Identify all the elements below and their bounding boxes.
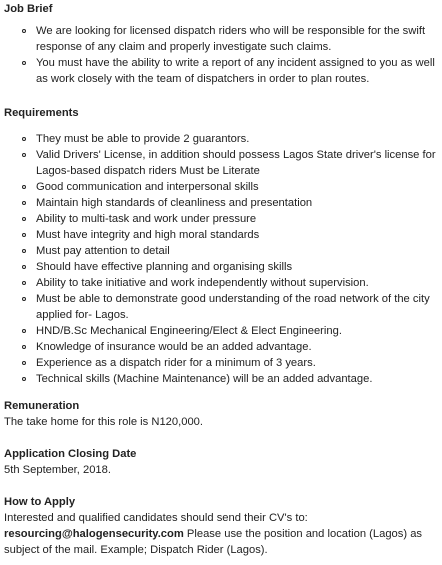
how-to-apply-details: Please use the position and location (Lagos) as subject of the mail. Example; Dispatch Rider (Lagos). [4,528,423,556]
bullet-icon [22,153,26,157]
how-to-apply-intro: Interested and qualified candidates should send their CV's to: [4,512,308,524]
bullet-icon [22,297,26,301]
job-brief-heading: Job Brief [4,3,53,15]
list-item: You must have the ability to write a report of any incident assigned to you as well as work closely with the team of dispatchers in order to plan routes. [4,55,440,87]
requirements-section [4,105,440,387]
how-to-apply-instructions [4,526,440,558]
list-item: Good communication and interpersonal skills [4,179,440,195]
bullet-icon [22,185,26,189]
bullet-icon [22,201,26,205]
list-item: Ability to take initiative and work independently without supervision. [4,275,440,291]
closing-date-section [4,446,440,478]
how-to-apply-section [4,494,440,558]
bullet-icon [22,29,26,33]
bullet-icon [22,281,26,285]
bullet-icon [22,233,26,237]
closing-date-text: 5th September, 2018. [4,464,111,476]
list-item: Experience as a dispatch rider for a minimum of 3 years. [4,355,440,371]
bullet-icon [22,377,26,381]
remuneration-text: The take home for this role is N120,000. [4,416,203,428]
list-item: Must pay attention to detail [4,243,440,259]
list-item: HND/B.Sc Mechanical Engineering/Elect & Elect Engineering. [4,323,440,339]
email-address[interactable]: resourcing@halogensecurity.com [4,528,184,540]
list-item: Maintain high standards of cleanliness and presentation [4,195,440,211]
bullet-icon [22,137,26,141]
job-brief-list [4,23,440,87]
requirements-list [4,131,440,387]
bullet-icon [22,345,26,349]
list-item: Knowledge of insurance would be an added advantage. [4,339,440,355]
list-item: Technical skills (Machine Maintenance) will be an added advantage. [4,371,440,387]
how-to-apply-heading: How to Apply [4,496,76,508]
list-item: Should have effective planning and organising skills [4,259,440,275]
bullet-icon [22,217,26,221]
list-item: We are looking for licensed dispatch riders who will be responsible for the swift response of any claim and properly investigate such claims. [4,23,440,55]
remuneration-heading: Remuneration [4,400,80,412]
remuneration-section [4,398,440,430]
list-item: Must have integrity and high moral standards [4,227,440,243]
bullet-icon [22,265,26,269]
bullet-icon [22,329,26,333]
list-item: Valid Drivers' License, in addition should possess Lagos State driver's license for Lagos-based dispatch riders Must be Literate [4,147,440,179]
bullet-icon [22,361,26,365]
job-brief-section [4,1,440,87]
list-item: Ability to multi-task and work under pressure [4,211,440,227]
requirements-heading: Requirements [4,107,79,119]
bullet-icon [22,249,26,253]
bullet-icon [22,61,26,65]
list-item: Must be able to demonstrate good understanding of the road network of the city applied for- Lagos. [4,291,440,323]
list-item: They must be able to provide 2 guarantors. [4,131,440,147]
closing-date-heading: Application Closing Date [4,448,137,460]
